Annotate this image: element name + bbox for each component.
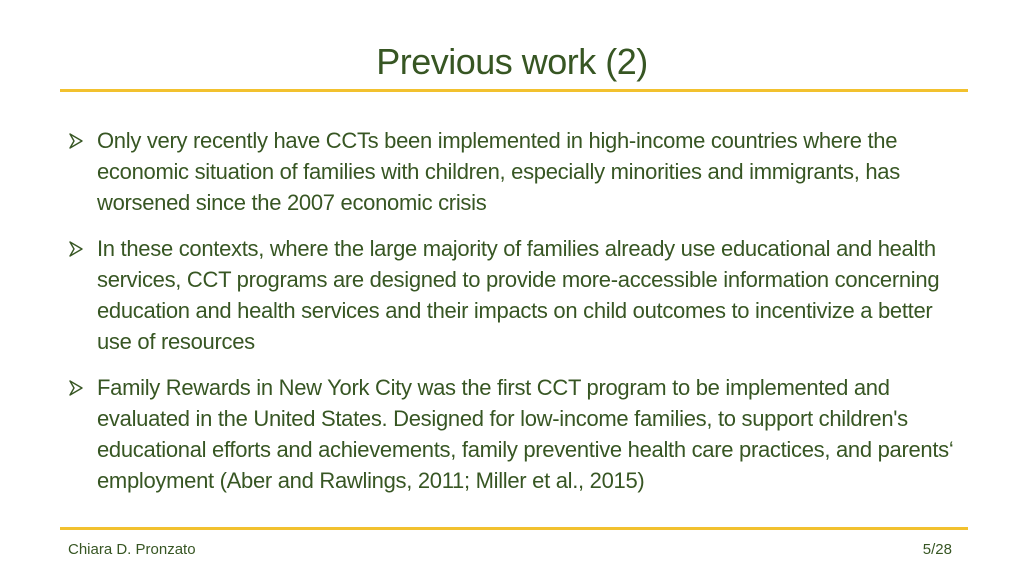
bullet-list [68,125,968,511]
bullet-text: Only very recently have CCTs been implemented in high-income countries where the economic situation of families with children, especially minorities and immigrants, has worsened since the 2007 economic crisis [97,128,900,215]
bullet-item [68,233,968,357]
arrow-bullet-icon [68,372,97,403]
footer-author: Chiara D. Pronzato [68,541,196,558]
bullet-text: In these contexts, where the large majority of families already use educational and health services, CCT programs are designed to provide more-accessible information concerning education and health services and their impacts on child outcomes to incentivize a better use of resources [97,236,940,354]
bullet-text: Family Rewards in New York City was the first CCT program to be implemented and evaluated in the United States. Designed for low-income families, to support children's educational efforts and achievements, family preventive health care practices, and parents‘ employment (Aber and Rawlings, 2011; Miller et al., 2015) [97,375,954,493]
footer-divider [60,527,968,530]
arrow-bullet-icon [68,233,97,264]
slide-title: Previous work (2) [376,41,648,82]
page-number: 5/28 [922,541,952,558]
title-divider [60,89,968,92]
bullet-item [68,372,968,496]
arrow-bullet-icon [68,125,97,156]
bullet-item [68,125,968,218]
